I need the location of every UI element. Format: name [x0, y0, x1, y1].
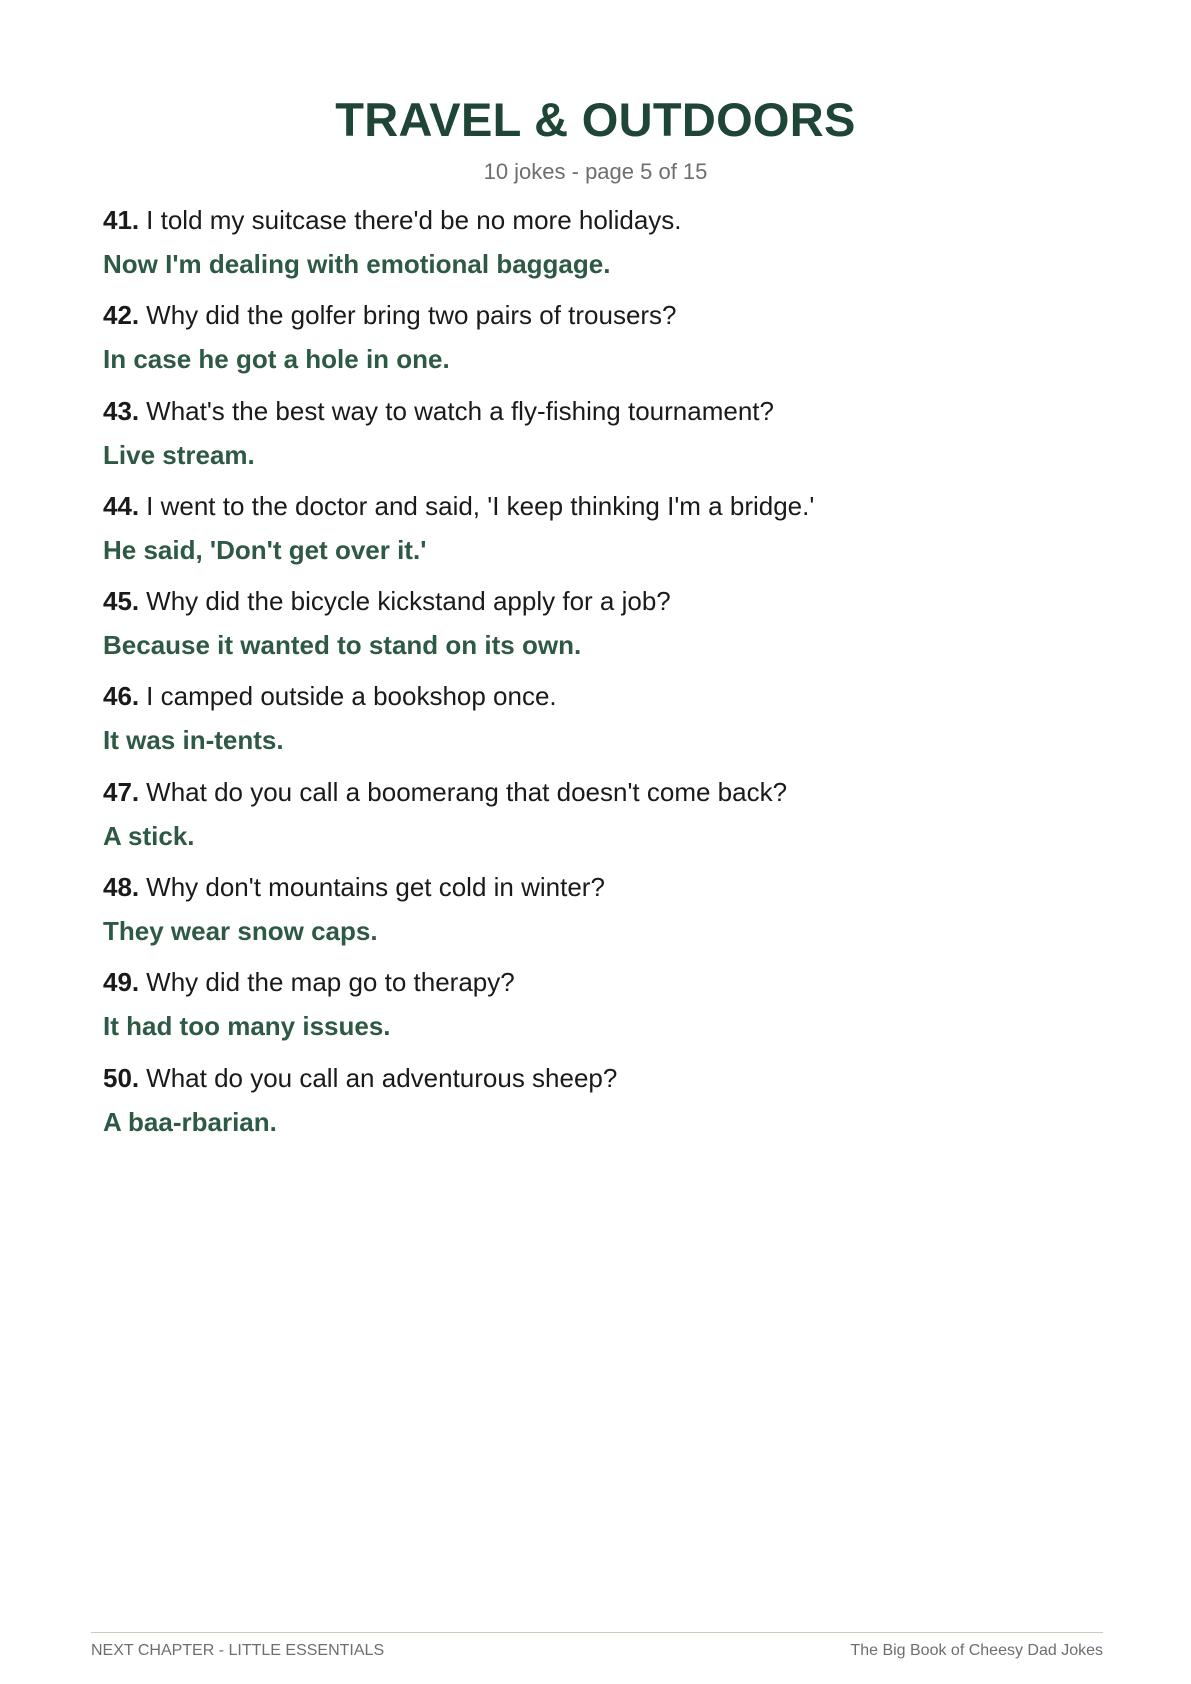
joke-number: 41. [103, 205, 140, 235]
joke-answer: Because it wanted to stand on its own. [103, 630, 582, 661]
joke-answer: A baa-rbarian. [103, 1106, 277, 1137]
joke-number: 49. [103, 967, 140, 998]
joke-answer: A stick. [103, 820, 195, 851]
joke-number: 44. [103, 490, 140, 521]
joke-item [103, 395, 1103, 490]
joke-question-text: Why did the golfer bring two pairs of trousers? [146, 300, 677, 331]
joke-question [103, 871, 1103, 903]
joke-item [103, 776, 1103, 871]
joke-question-text: What do you call an adventurous sheep? [146, 1062, 618, 1093]
joke-item [103, 299, 1103, 394]
joke-number: 42. [103, 300, 140, 331]
joke-item [103, 585, 1103, 680]
joke-question-text: I camped outside a bookshop once. [146, 681, 557, 712]
joke-number: 47. [103, 776, 140, 807]
footer-next-chapter: NEXT CHAPTER - LITTLE ESSENTIALS [91, 1642, 385, 1659]
joke-number: 50. [103, 1062, 140, 1093]
joke-answer: He said, 'Don't get over it.' [103, 534, 427, 565]
joke-answer: They wear snow caps. [103, 916, 378, 947]
joke-question-text: Why don't mountains get cold in winter? [146, 872, 605, 903]
joke-answer: In case he got a hole in one. [103, 344, 450, 375]
joke-question-text: Why did the map go to therapy? [146, 967, 515, 998]
page-subtitle: 10 jokes - page 5 of 15 [483, 159, 708, 184]
joke-answer: It was in-tents. [103, 725, 284, 756]
joke-question-text: What do you call a boomerang that doesn't come back? [146, 776, 788, 807]
joke-number: 48. [103, 872, 140, 903]
joke-answer: It had too many issues. [103, 1011, 391, 1042]
joke-question [103, 966, 1103, 998]
joke-question [103, 1062, 1103, 1094]
joke-question [103, 585, 1103, 617]
joke-question [103, 776, 1103, 808]
joke-number: 46. [103, 681, 140, 712]
joke-question [103, 395, 1103, 427]
footer-book-title: The Big Book of Cheesy Dad Jokes [850, 1642, 1103, 1659]
joke-question [103, 490, 1103, 522]
joke-question [103, 680, 1103, 712]
joke-question-text: I told my suitcase there'd be no more holidays. [146, 205, 682, 235]
joke-question-text: Why did the bicycle kickstand apply for a job? [146, 586, 671, 617]
joke-item [103, 1062, 1103, 1157]
joke-item [103, 966, 1103, 1061]
joke-item [103, 204, 1103, 299]
joke-item [103, 871, 1103, 966]
joke-number: 45. [103, 586, 140, 617]
page-title: TRAVEL & OUTDOORS [335, 93, 856, 146]
joke-question-text: I went to the doctor and said, 'I keep thinking I'm a bridge.' [146, 490, 815, 521]
joke-item [103, 680, 1103, 775]
joke-number: 43. [103, 395, 140, 426]
joke-question-text: What's the best way to watch a fly-fishing tournament? [146, 395, 774, 426]
footer-divider [91, 1632, 1103, 1633]
joke-list [103, 204, 1103, 1157]
joke-answer: Now I'm dealing with emotional baggage. [103, 249, 611, 279]
joke-item [103, 490, 1103, 585]
joke-question [103, 204, 1103, 236]
joke-answer: Live stream. [103, 439, 255, 470]
joke-question [103, 299, 1103, 331]
